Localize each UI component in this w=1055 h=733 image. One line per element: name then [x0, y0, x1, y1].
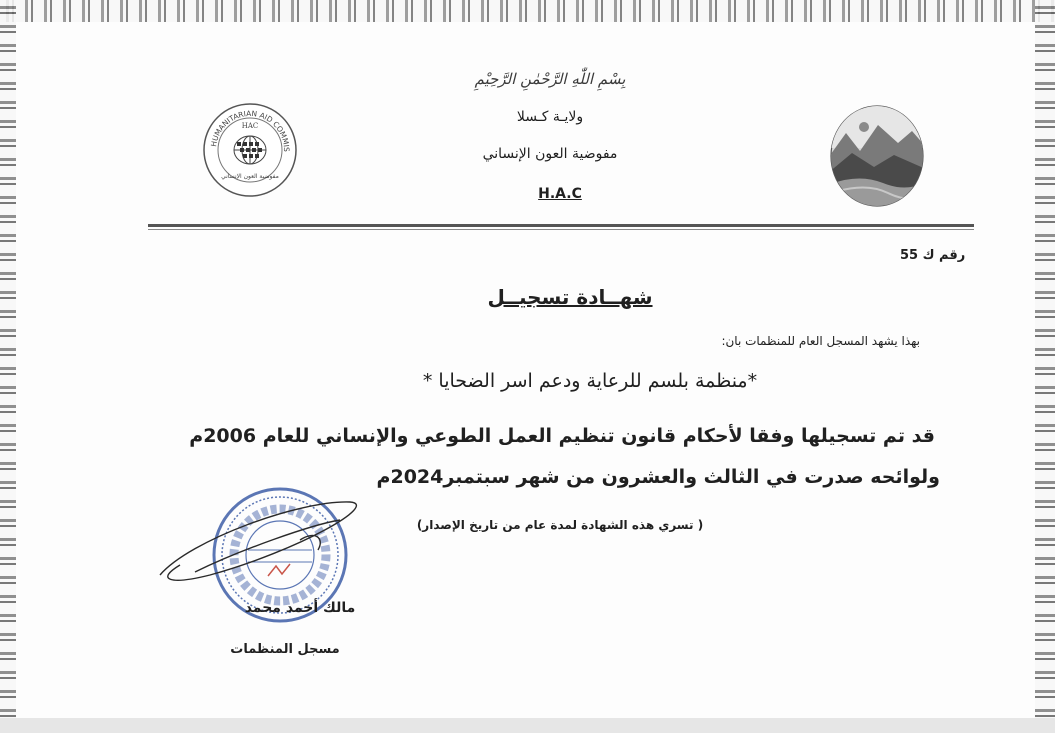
- validity-note: ( تسري هذه الشهادة لمدة عام من تاريخ الإصدار): [416, 518, 704, 532]
- registration-statement: قد تم تسجيلها وفقا لأحكام قانون تنظيم العمل الطوعي والإنساني للعام 2006م: [189, 425, 935, 447]
- basmala-text: بِسْمِ اللّٰهِ الرَّحْمٰنِ الرَّحِيْمِ: [474, 70, 626, 88]
- intro-text: بهذا يشهد المسجل العام للمنظمات بان:: [721, 334, 920, 348]
- certificate-title: شهــادة تسجيــل: [487, 285, 653, 309]
- reference-number: رقم ك 55: [900, 248, 966, 263]
- decorative-border-top: [0, 0, 1055, 22]
- issue-date-statement: ولوائحه صدرت في الثالث والعشرون من شهر سبتمبر2024م: [376, 466, 940, 488]
- signer-name: مالك أحمد محمد: [244, 600, 356, 616]
- state-name: ولايـة كـسلا: [516, 109, 584, 125]
- landscape-emblem-icon: [828, 103, 926, 213]
- hac-center-text: HAC: [241, 122, 259, 130]
- organization-name: *منظمة بلسم للرعاية ودعم اسر الضحايا *: [422, 370, 758, 392]
- decorative-border-right: [1035, 0, 1055, 718]
- decorative-border-left: [0, 0, 16, 718]
- scan-bottom-margin: [0, 718, 1055, 733]
- signer-title: مسجل المنظمات: [230, 642, 340, 657]
- header-divider-thin: [148, 229, 974, 230]
- hac-emblem-icon: [202, 98, 298, 206]
- hac-arabic-text: مفوضية العون الإنساني: [221, 173, 279, 180]
- header-divider: [148, 224, 974, 227]
- hac-ring-text: HUMANITARIAN AID COMMIS: [209, 108, 292, 152]
- commission-abbreviation: H.A.C: [538, 186, 582, 202]
- commission-name: مفوضية العون الإنساني: [482, 146, 618, 162]
